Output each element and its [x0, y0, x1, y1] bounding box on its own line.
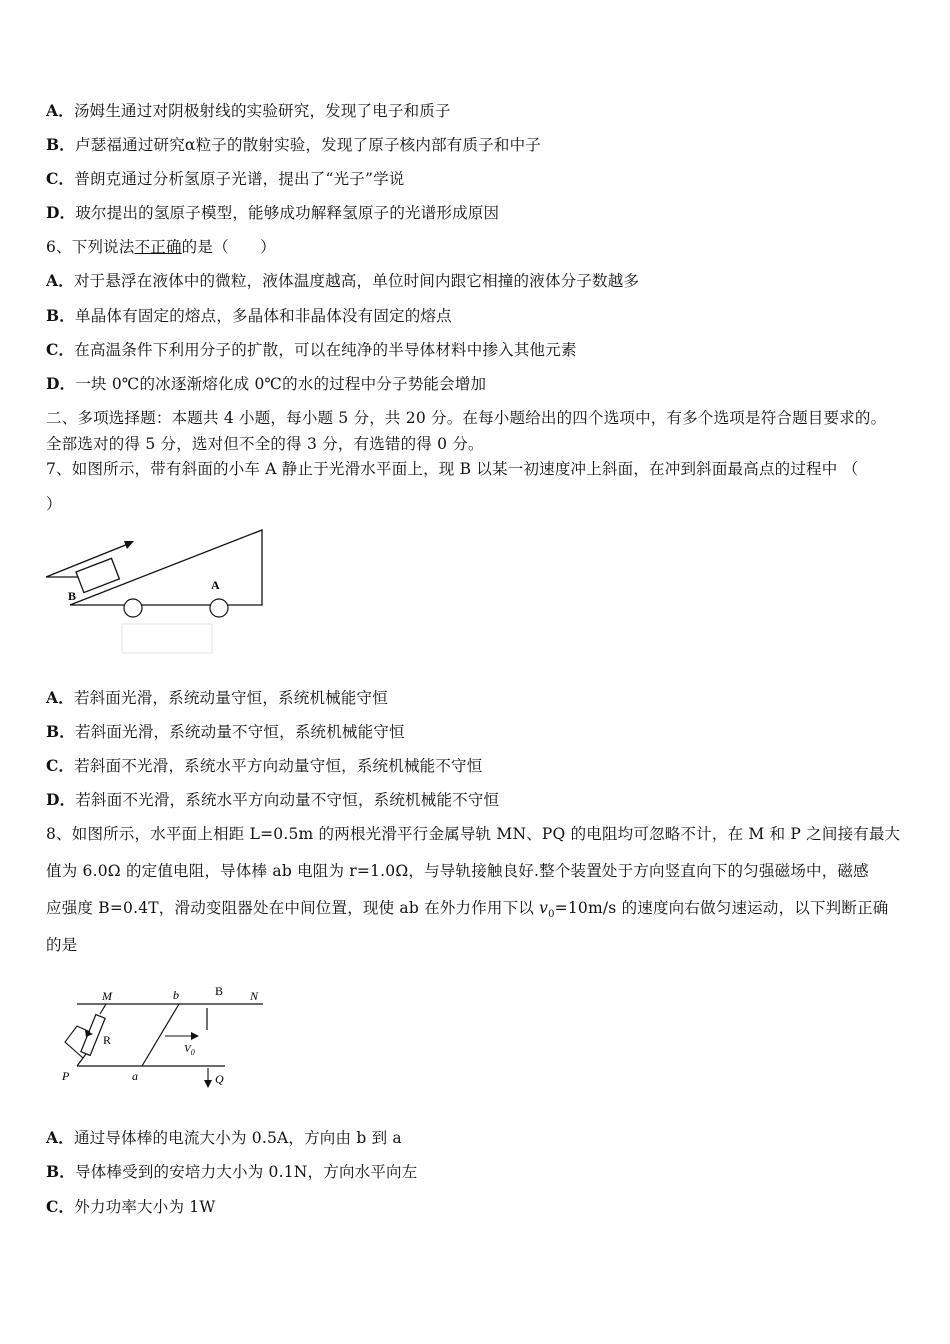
q7-figure	[40, 520, 275, 660]
q5-option-c: C．普朗克通过分析氢原子光谱，提出了“光子”学说	[46, 169, 405, 188]
label-p: P	[62, 1069, 70, 1083]
q6-option-d: D．一块 0℃的冰逐渐熔化成 0℃的水的过程中分子势能会增加	[46, 374, 487, 393]
q8-stem-line4: 的是	[46, 936, 78, 954]
q8-stem-line3: 应强度 B=0.4T，滑动变阻器处在中间位置，现使 ab 在外力作用下以 $v_0=10m/s$ 的速度向右做匀速运动，以下判断正确	[46, 899, 889, 921]
q7-option-c: C．若斜面不光滑，系统水平方向动量守恒，系统机械能不守恒	[46, 756, 483, 775]
q5-option-d: D．玻尔提出的氢原子模型，能够成功解释氢原子的光谱形成原因	[46, 203, 500, 222]
q8-option-b: B．导体棒受到的安培力大小为 0.1N，方向水平向左	[46, 1162, 418, 1181]
q7-option-b: B．若斜面光滑，系统动量不守恒，系统机械能守恒	[46, 722, 405, 741]
q5-option-b: B．卢瑟福通过研究α粒子的散射实验，发现了原子核内部有质子和中子	[46, 135, 541, 154]
label-r: R	[103, 1033, 112, 1047]
q7-stem-line2: ）	[46, 495, 62, 513]
conductor-ab	[142, 1004, 179, 1066]
blank-box	[122, 624, 212, 653]
label-field-b: B	[215, 984, 224, 998]
q6-option-c: C．在高温条件下利用分子的扩散，可以在纯净的半导体材料中掺入其他元素	[46, 340, 577, 359]
ground-line	[46, 577, 70, 605]
block-b	[76, 558, 119, 592]
label-a-conductor: a	[132, 1069, 138, 1083]
q8-stem-line2: 值为 6.0Ω 的定值电阻，导体棒 ab 电阻为 r=1.0Ω，与导轨接触良好.整个装置处于方向竖直向下的匀强磁场中，磁感	[46, 862, 869, 880]
q8-option-a: A．通过导体棒的电流大小为 0.5A，方向由 b 到 a	[46, 1128, 402, 1147]
label-b-conductor: b	[173, 988, 179, 1002]
label-a: A	[211, 578, 220, 592]
wheel-left	[124, 599, 142, 617]
q7-option-a: A．若斜面光滑，系统动量守恒，系统机械能守恒	[46, 688, 388, 707]
q6-option-b: B．单晶体有固定的熔点，多晶体和非晶体没有固定的熔点	[46, 306, 452, 325]
q7-option-d: D．若斜面不光滑，系统水平方向动量不守恒，系统机械能不守恒	[46, 790, 500, 809]
label-v: $V_0$	[184, 1043, 195, 1057]
q8-figure	[55, 980, 280, 1105]
velocity-arrowhead	[124, 541, 134, 549]
q8-stem-line1: 8、如图所示，水平面上相距 L=0.5m 的两根光滑平行金属导轨 MN、PQ 的电阻均可忽略不计，在 M 和 P 之间接有最大	[46, 825, 901, 843]
label-n: N	[250, 989, 259, 1003]
resistor-r	[81, 1015, 105, 1056]
resistor-lead-bottom	[77, 1054, 86, 1066]
q-arrowhead	[204, 1080, 212, 1088]
section2-line1: 二、多项选择题：本题共 4 小题，每小题 5 分，共 20 分。在每小题给出的四个选项中，有多个选项是符合题目要求的。	[46, 409, 887, 427]
q6-stem: 6、下列说法不正确的是（ ）	[46, 238, 276, 256]
velocity-arrowhead	[191, 1032, 199, 1040]
q6-option-a: A．对于悬浮在液体中的微粒，液体温度越高，单位时间内跟它相撞的液体分子数越多	[46, 271, 640, 290]
q8-option-c: C．外力功率大小为 1W	[46, 1197, 216, 1216]
label-b: B	[68, 589, 77, 603]
q5-option-a: A．汤姆生通过对阴极射线的实验研究，发现了电子和质子	[46, 101, 451, 120]
label-m: M	[102, 989, 112, 1003]
wheel-right	[210, 599, 228, 617]
q7-stem-line1: 7、如图所示，带有斜面的小车 A 静止于光滑水平面上，现 B 以某一初速度冲上斜面，在冲到斜面最高点的过程中 （	[46, 460, 859, 478]
section2-line2: 全部选对的得 5 分，选对但不全的得 3 分，有选错的得 0 分。	[46, 435, 484, 453]
resistor-lead-top	[100, 1004, 106, 1014]
label-q: Q	[215, 1072, 224, 1086]
